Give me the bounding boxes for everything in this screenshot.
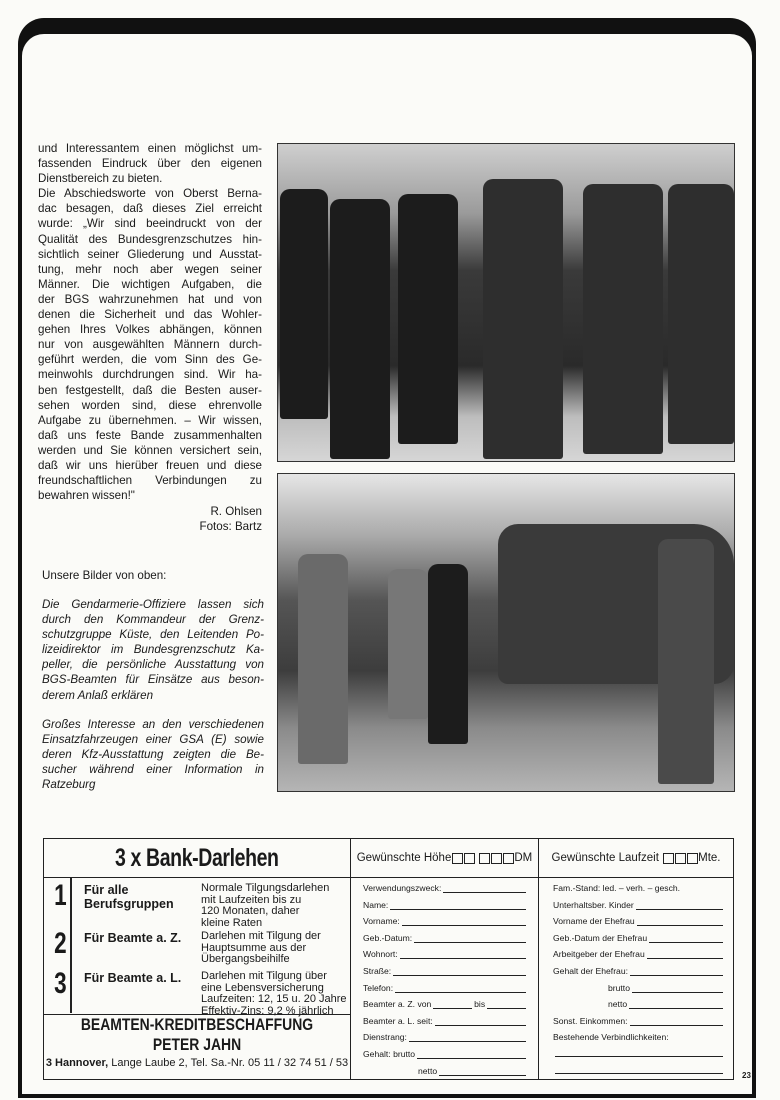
form-field[interactable]: netto bbox=[608, 999, 723, 1009]
form-field[interactable]: Verwendungszweck: bbox=[363, 883, 526, 893]
form-field[interactable]: Sonst. Einkommen: bbox=[553, 1016, 723, 1026]
form-field[interactable]: Unterhaltsber. Kinder bbox=[553, 900, 723, 910]
text-line: sucher während einer Information in bbox=[42, 763, 264, 777]
photo-officers-inspection bbox=[277, 143, 735, 462]
form-field[interactable]: Telefon: bbox=[363, 983, 526, 993]
text-line: Aufgabe zu übernehmen. – Wir wissen, bbox=[38, 413, 262, 427]
author: R. Ohlsen bbox=[210, 505, 262, 518]
offer-desc-line: eine Lebensversicherung bbox=[201, 981, 324, 994]
text-line: freundschaftlichen Verbindungen zu bbox=[38, 474, 262, 488]
form-field[interactable] bbox=[553, 1049, 723, 1057]
text-line: schutzgruppe Küste, den Leitenden Po- bbox=[42, 628, 264, 642]
offer-title: Für Beamte a. Z. bbox=[84, 931, 182, 945]
text-line: durch den Kommandeur der Grenz- bbox=[42, 613, 264, 627]
digit-box[interactable] bbox=[464, 853, 475, 864]
article-text bbox=[38, 141, 262, 503]
page-number: 23 bbox=[742, 1071, 751, 1080]
offer-desc-line: Laufzeiten: 12, 15 u. 20 Jahre bbox=[201, 993, 347, 1005]
text-line: sichtlich seiner Gliederung und Ausstat- bbox=[38, 247, 262, 261]
offer-title: Für Beamte a. L. bbox=[84, 971, 182, 985]
text-line: nur von ausgewählten Männern durch- bbox=[38, 338, 262, 352]
offer-desc-line: Darlehen mit Tilgung der bbox=[201, 930, 321, 942]
form-field[interactable]: Gehalt der Ehefrau: bbox=[553, 966, 723, 976]
text-line: Ratzeburg bbox=[42, 778, 96, 792]
photo-vehicle-inspection bbox=[277, 473, 735, 792]
text-line: denen die Sicherheit und das Wohler- bbox=[38, 308, 262, 322]
company-name-line1: BEAMTEN-KREDITBESCHAFFUNG bbox=[80, 1015, 314, 1034]
text-line: meinwohls durchdrungen sind. Wir ha- bbox=[38, 368, 262, 382]
text-line: tung, mehr noch aber wegen seiner bbox=[38, 262, 262, 276]
digit-box[interactable] bbox=[491, 853, 502, 864]
text-line: gehen Ihres Volkes abhängen, können bbox=[38, 323, 262, 337]
text-line: bewahren wissen!" bbox=[38, 489, 135, 503]
form-field[interactable]: Fam.-Stand: led. – verh. – gesch. bbox=[553, 883, 681, 893]
offer-desc-line: 120 Monaten, daher bbox=[201, 905, 300, 917]
text-line: wurde: „Wir sind beeindruckt von der bbox=[38, 217, 262, 231]
text-line: daß uns feste Bande zusammenhalten bbox=[38, 428, 262, 442]
amount-field[interactable]: Gewünschte Höhe DM bbox=[351, 839, 538, 878]
text-line: Die Abschiedsworte von Oberst Berna- bbox=[38, 187, 262, 201]
offer-desc-line: kleine Raten bbox=[201, 916, 263, 929]
caption-intro-text: Unsere Bilder von oben: bbox=[42, 569, 167, 582]
ad-form-right bbox=[539, 839, 733, 1079]
form-field[interactable]: Geb.-Datum: bbox=[363, 933, 526, 943]
text-line: peller, die persönliche Ausstattung von bbox=[42, 658, 264, 672]
credits bbox=[38, 504, 262, 534]
offer-desc-line: mit Laufzeiten bis zu bbox=[201, 893, 302, 906]
form-field[interactable]: Vorname: bbox=[363, 916, 526, 926]
text-line: derem Anlaß erklären bbox=[42, 688, 154, 702]
offer-title: Für alle Berufsgruppen bbox=[84, 883, 174, 911]
offer-desc-line: Hauptsumme aus der bbox=[201, 941, 307, 954]
form-field[interactable]: Wohnort: bbox=[363, 949, 526, 959]
text-line: der BGS wahrzunehmen hat und von bbox=[38, 292, 262, 306]
text-line: BGS-Beamten für Einsätze aus beson- bbox=[42, 673, 264, 687]
form-field[interactable]: Arbeitgeber der Ehefrau bbox=[553, 949, 723, 959]
form-field[interactable]: Straße: bbox=[363, 966, 526, 976]
ad-company bbox=[44, 1014, 350, 1069]
form-field[interactable]: netto bbox=[418, 1066, 526, 1076]
offer-number: 1 bbox=[54, 879, 67, 912]
text-line: ben festgestellt, daß die Besten auser- bbox=[38, 383, 262, 397]
form-field[interactable] bbox=[553, 1066, 723, 1074]
offer-desc-line: Übergangsbeihilfe bbox=[201, 953, 290, 965]
text-line: lizeidirektor im Bundesgrenzschutz Ka- bbox=[42, 643, 264, 657]
text-line: Qualität des Bundesgrenzschutzes hin- bbox=[38, 232, 262, 246]
text-line: Großes Interesse an den verschiedenen bbox=[42, 718, 264, 731]
form-field[interactable]: Name: bbox=[363, 900, 526, 910]
ad-form-left bbox=[351, 839, 539, 1079]
form-field[interactable]: Beamter a. L. seit: bbox=[363, 1016, 526, 1026]
text-line: Einsatzfahrzeugen einer GSA (E) sowie bbox=[42, 733, 264, 747]
text-line: werden und Sie können versichert sein, bbox=[38, 443, 262, 457]
offer-number: 3 bbox=[54, 967, 67, 1000]
company-address: 3 Hannover, Lange Laube 2, Tel. Sa.-Nr. 05 11 / 32 74 51 / 53 bbox=[45, 1057, 349, 1069]
text-line: daß wir uns hierüber freuen und diese bbox=[38, 458, 262, 472]
digit-box[interactable] bbox=[503, 853, 514, 864]
digit-box[interactable] bbox=[452, 853, 463, 864]
offer-number: 2 bbox=[54, 927, 67, 960]
text-line: Die Gendarmerie-Offiziere lassen sich bbox=[42, 598, 264, 611]
ad-offers bbox=[44, 839, 351, 1079]
digit-box[interactable] bbox=[675, 853, 686, 864]
caption-2 bbox=[42, 717, 264, 792]
text-line: deren Kfz-Ausstattung zeigten die Be- bbox=[42, 748, 264, 762]
text-line: und Interessantem einen möglichst um- bbox=[38, 142, 262, 155]
form-field[interactable]: Dienstrang: bbox=[363, 1032, 526, 1042]
text-line: sehen worden sind, diese ehrenvolle bbox=[38, 398, 262, 412]
offer-desc-line: Darlehen mit Tilgung über bbox=[201, 970, 327, 982]
form-field[interactable]: Geb.-Datum der Ehefrau bbox=[553, 933, 723, 943]
digit-box[interactable] bbox=[479, 853, 490, 864]
form-field[interactable]: Beamter a. Z. von bis bbox=[363, 999, 526, 1009]
form-field[interactable]: brutto bbox=[608, 983, 723, 993]
company-name-line2: PETER JAHN bbox=[152, 1035, 242, 1054]
digit-box[interactable] bbox=[687, 853, 698, 864]
digit-box[interactable] bbox=[663, 853, 674, 864]
ad-title: 3 x Bank-Darlehen bbox=[115, 843, 279, 872]
caption-intro bbox=[42, 568, 266, 583]
text-line: Männer. Die wichtigen Aufgaben, die bbox=[38, 277, 262, 291]
form-field[interactable]: Bestehende Verbindlichkeiten: bbox=[553, 1032, 669, 1043]
bank-loan-advertisement bbox=[43, 838, 734, 1080]
text-line: geführt werden, die vom Sinn des Ge- bbox=[38, 353, 262, 367]
term-field[interactable]: Gewünschte Laufzeit Mte. bbox=[539, 839, 733, 878]
offer-desc-line: Effektiv-Zins: 9,2 % jährlich bbox=[201, 1004, 334, 1017]
text-line: dac besagen, daß dieses Ziel erreicht bbox=[38, 202, 262, 216]
photo-credit: Fotos: Bartz bbox=[199, 520, 262, 534]
offer-desc-line: Normale Tilgungsdarlehen bbox=[201, 882, 330, 894]
form-field[interactable]: Vorname der Ehefrau bbox=[553, 916, 723, 926]
form-field[interactable]: Gehalt: brutto bbox=[363, 1049, 526, 1059]
caption-1 bbox=[42, 597, 264, 703]
text-line: fassenden Eindruck über den eigenen bbox=[38, 157, 262, 171]
text-line: Dienstbereich zu bieten. bbox=[38, 172, 163, 186]
